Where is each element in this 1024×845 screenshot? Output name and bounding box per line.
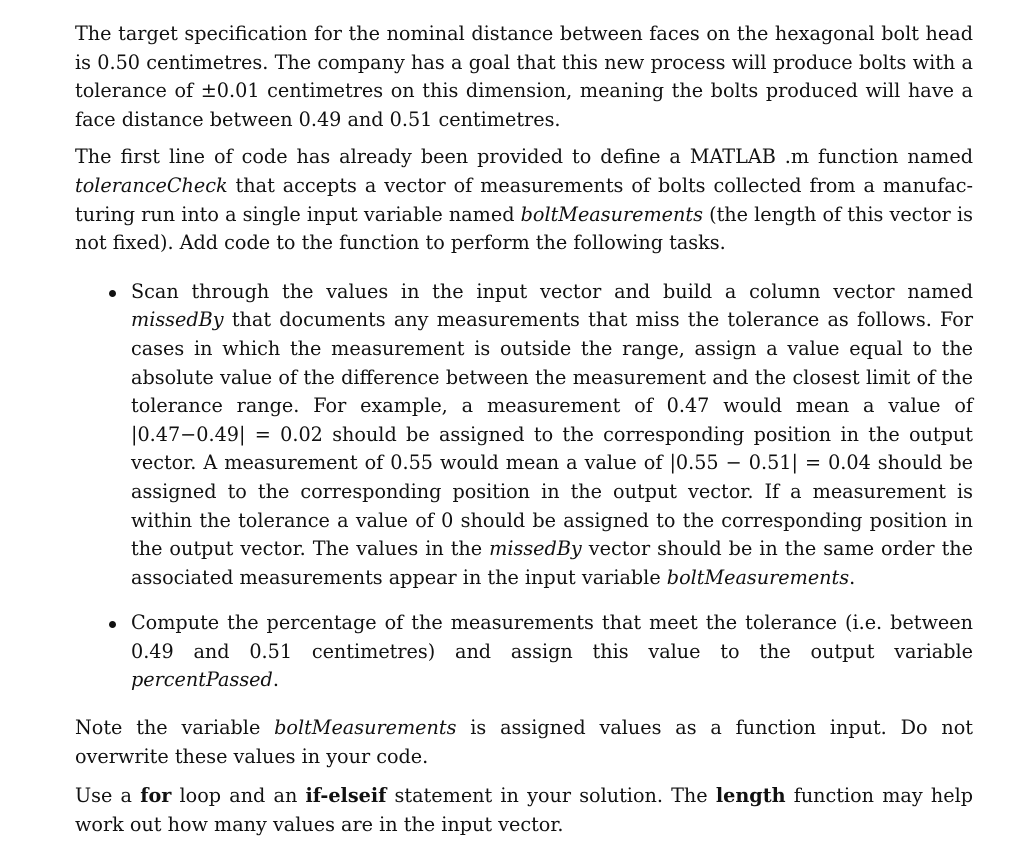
paragraph-function-description <box>75 143 973 257</box>
paragraph-target-specification <box>75 20 973 134</box>
task-2-part-1: Compute the percentage of the measurements that meet the tolerance (i.e. between 0.49 and 0.51 centimetres) and assign this value to the output variable <box>131 611 973 663</box>
paragraph-2-part-2: that accepts a vector of measurements of bolts collected from a manufacturing run into a single input variable named <box>75 173 973 226</box>
paragraph-1-text: The target specification for the nominal distance between faces on the hexagonal bolt head is 0.50 centimetres. The company has a goal that this new process will produce bolts with a tolerance of ±0.01 centimetres on this dimension, meaning the bolts produced will have a face distance between 0.49 and 0.51 centimetres. <box>75 22 973 131</box>
function-name-tolerancecheck: toleranceCheck <box>75 173 228 197</box>
bullet-icon <box>109 290 116 297</box>
paragraph-4-part-3: statement in your solution. The <box>386 784 716 808</box>
task-list <box>75 278 973 695</box>
keyword-if-elseif: if-elseif <box>305 784 387 808</box>
variable-percentpassed: percentPassed <box>131 668 273 692</box>
variable-boltmeasurements: boltMeasurements <box>520 202 703 226</box>
keyword-length: length <box>715 784 786 808</box>
variable-boltmeasurements-note: boltMeasurements <box>274 716 457 740</box>
task-2-part-2: . <box>272 668 279 692</box>
task-1-part-4: . <box>849 565 856 589</box>
keyword-for: for <box>140 784 172 808</box>
paragraph-4-part-4: function may help work out how many values are in the input vector. <box>75 784 974 836</box>
paragraph-3-part-1: Note the variable <box>75 716 275 740</box>
paragraph-2-part-1: The first line of code has already been provided to define a MATLAB .m function named <box>75 145 973 169</box>
document-body <box>75 20 973 839</box>
paragraph-note <box>75 714 973 771</box>
paragraph-instructions <box>75 782 973 839</box>
task-item-percentpassed <box>131 609 973 695</box>
paragraph-4-part-1: Use a <box>75 784 141 808</box>
paragraph-3-part-2: is assigned values as a function input. Do not overwrite these values in your code. <box>75 716 973 768</box>
paragraph-4-part-2: loop and an <box>171 784 306 808</box>
task-1-part-3: vector should be in the same order the associated measurements appear in the input variable <box>131 537 973 589</box>
variable-missedby: missedBy <box>131 308 224 332</box>
variable-boltmeasurements-task: boltMeasurements <box>666 565 850 589</box>
task-item-missedby <box>131 278 973 593</box>
task-1-part-2: that documents any measurements that miss the tolerance as follows. For cases in which the measurement is outside the range, assign a value equal to the absolute value of the difference between the measurement and the closest limit of the tolerance range. For example, a measurement of 0.47 would mean a value of |0.47−0.49| = 0.02 should be assigned to the corresponding position in the output vector. A measurement of 0.55 would mean a value of |0.55 − 0.51| = 0.04 should be assigned to the corresponding position in the output vector. If a measurement is within the tolerance a value of 0 should be assigned to the corresponding position in the output vector. The values in the <box>131 308 973 561</box>
paragraph-2-part-3: (the length of this vector is not fixed). Add code to the function to perform the following tasks. <box>75 202 973 255</box>
task-1-part-1: Scan through the values in the input vector and build a column vector named <box>131 279 973 303</box>
variable-missedby-second: missedBy <box>489 537 582 561</box>
bullet-icon <box>109 621 116 628</box>
